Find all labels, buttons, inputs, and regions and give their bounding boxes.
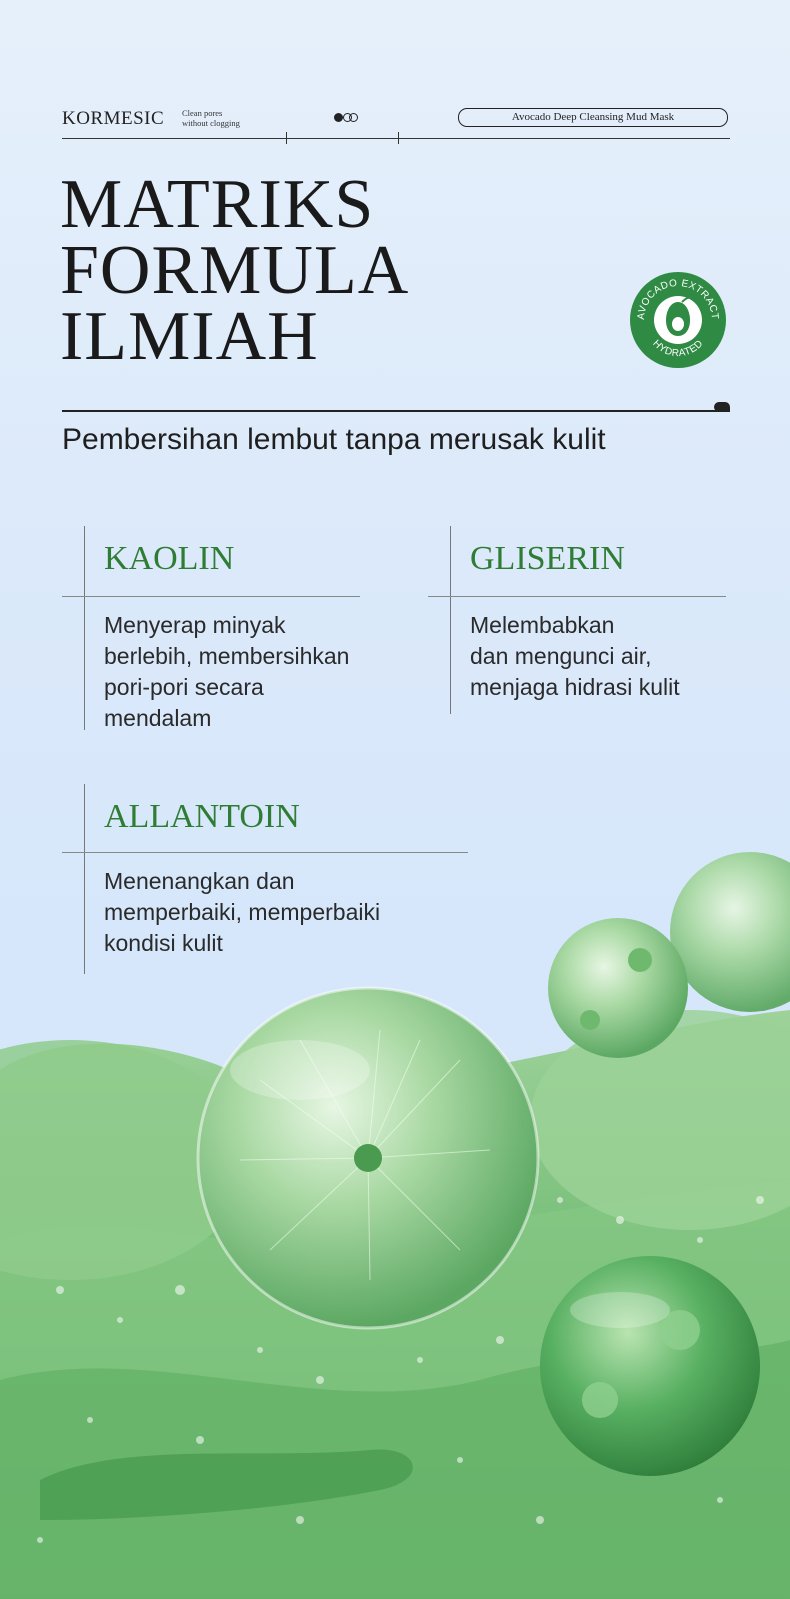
tagline-line-1: Clean pores (182, 108, 223, 118)
header-bar (62, 104, 730, 140)
ingredient-name: ALLANTOIN (104, 798, 300, 835)
ingredient-kaolin (62, 526, 362, 736)
dark-bubble (540, 1256, 760, 1476)
header-tick (286, 132, 287, 144)
ingredient-name: GLISERIN (470, 540, 625, 577)
ingredient-desc: Melembabkan dan mengunci air, menjaga hidrasi kulit (470, 612, 680, 700)
badge-top-text: AVOCADO EXTRACT (635, 277, 721, 321)
ingredient-gliserin (428, 526, 728, 716)
ingredient-desc: Menyerap minyak berlebih, membersihkan pori-pori secara mendalam (104, 612, 350, 731)
ingredient-desc: Menenangkan dan memperbaiki, memperbaiki kondisi kulit (104, 868, 381, 956)
green-gel-illustration (0, 820, 790, 1599)
page-dots-icon (334, 112, 364, 124)
page-title (60, 166, 410, 375)
avocado-extract-badge (630, 272, 726, 368)
ingredient-name: KAOLIN (104, 540, 235, 577)
title-line-1: MATRIKS (60, 166, 375, 243)
title-line-3: ILMIAH (60, 298, 319, 375)
badge-bottom-text: HYDRATED (650, 338, 706, 360)
page-subtitle: Pembersihan lembut tanpa merusak kulit (62, 423, 606, 456)
header-tick (398, 132, 399, 144)
brand-logo: KORMESIC (62, 108, 165, 129)
medium-bubble (548, 918, 688, 1058)
product-name-pill: Avocado Deep Cleansing Mud Mask (458, 108, 728, 127)
header-divider (62, 138, 730, 139)
tagline-line-2: without clogging (182, 118, 240, 128)
title-divider (62, 410, 720, 412)
title-line-2: FORMULA (60, 232, 410, 309)
brand-tagline (182, 108, 262, 128)
divider-end-mark (714, 402, 730, 412)
